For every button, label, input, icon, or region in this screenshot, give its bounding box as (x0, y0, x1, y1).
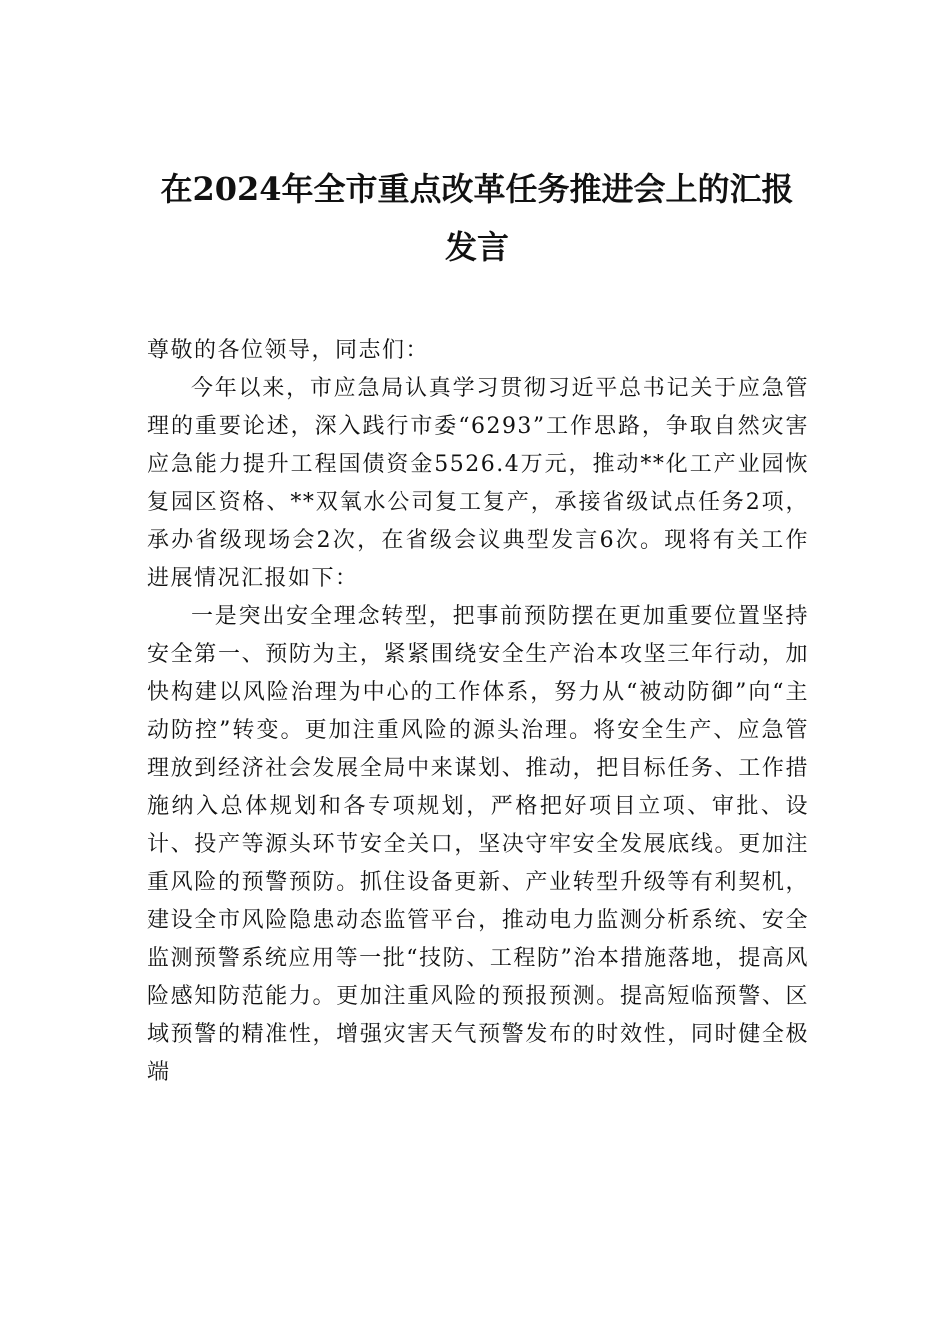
document-title: 在2024年全市重点改革任务推进会上的汇报发言 (160, 170, 794, 266)
paragraph-intro: 今年以来，市应急局认真学习贯彻习近平总书记关于应急管理的重要论述，深入践行市委“6293”工作思路，争取自然灾害应急能力提升工程国债资金5526.4万元，推动**化工产业园恢复园区资格、**双氧水公司复工复产，承接省级试点任务2项，承办省级现场会2次，在省级会议典型发言6次。现将有关工作进展情况汇报如下： (147, 376, 809, 591)
salutation: 尊敬的各位领导，同志们： (147, 338, 430, 363)
document-body (147, 332, 809, 1092)
paragraph-point-one: 一是突出安全理念转型，把事前预防摆在更加重要位置坚持安全第一、预防为主，紧紧围绕安全生产治本攻坚三年行动，加快构建以风险治理为中心的工作体系，努力从“被动防御”向“主动防控”转变。更加注重风险的源头治理。将安全生产、应急管理放到经济社会发展全局中来谋划、推动，把目标任务、工作措施纳入总体规划和各专项规划，严格把好项目立项、审批、设计、投产等源头环节安全关口，坚决守牢安全发展底线。更加注重风险的预警预防。抓住设备更新、产业转型升级等有利契机，建设全市风险隐患动态监管平台，推动电力监测分析系统、安全监测预警系统应用等一批“技防、工程防”治本措施落地，提高风险感知防范能力。更加注重风险的预报预测。提高短临预警、区域预警的精准性，增强灾害天气预警发布的时效性，同时健全极端 (147, 604, 809, 1085)
